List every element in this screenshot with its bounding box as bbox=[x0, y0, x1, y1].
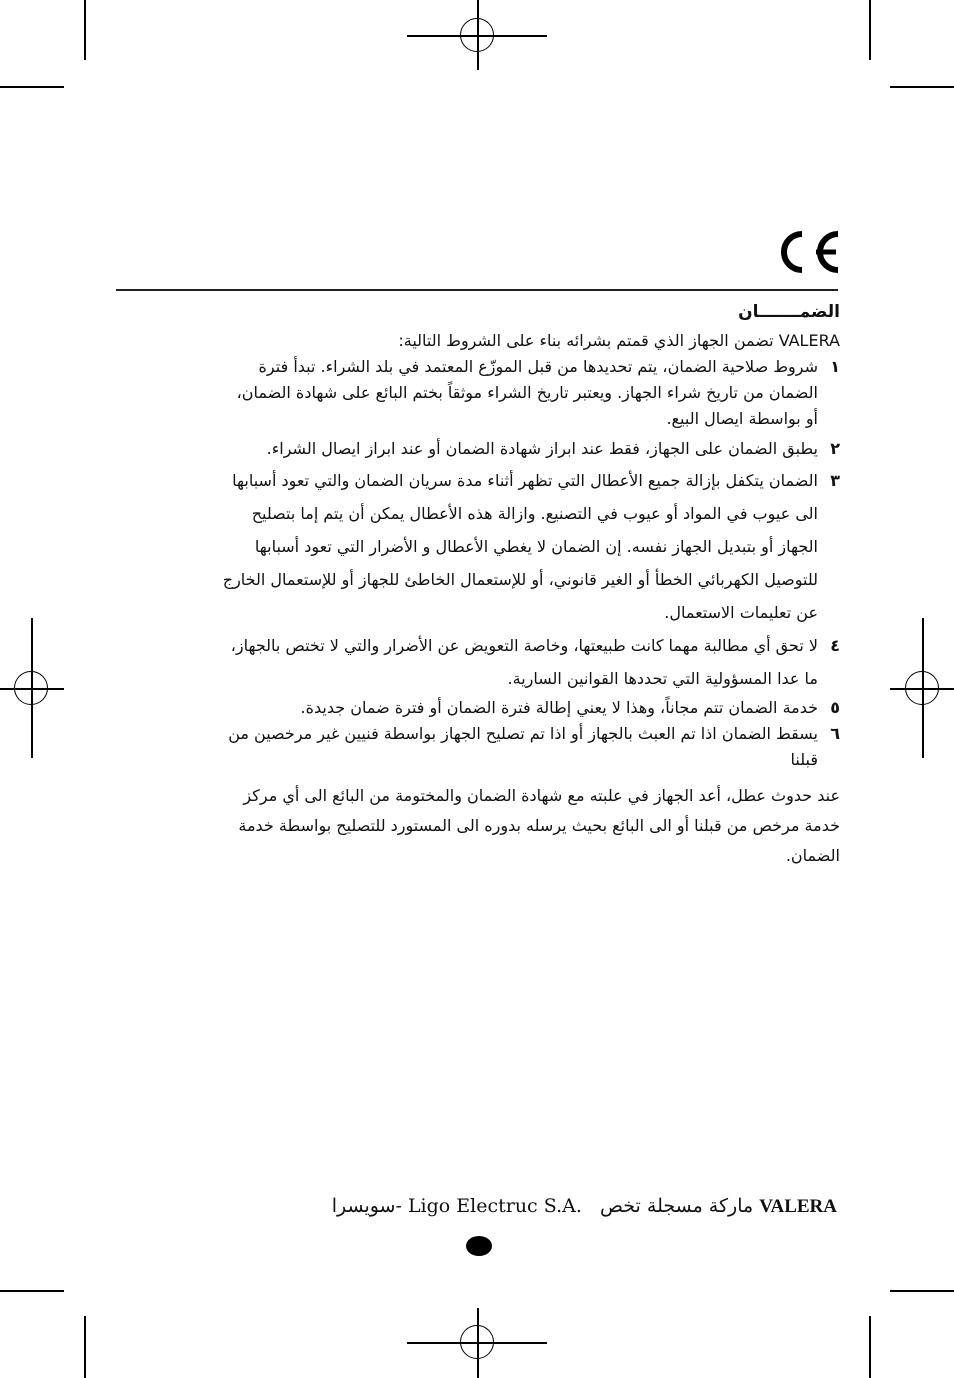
warranty-condition-item bbox=[222, 695, 840, 721]
item-number: ٥ bbox=[830, 698, 840, 717]
item-number: ٢ bbox=[830, 439, 840, 458]
trademark-footer bbox=[331, 1195, 837, 1218]
intro-text: VALERA تضمن الجهاز الذي قمتم بشرائه بناء على الشروط التالية: bbox=[398, 331, 840, 350]
crop-mark bbox=[84, 0, 86, 60]
registration-target-icon bbox=[460, 18, 494, 52]
item-number: ٤ bbox=[830, 636, 840, 655]
item-text: يسقط الضمان اذا تم العبث بالجهاز أو اذا تم تصليح الجهاز بواسطة فنيين غير مرخصين من قبلنا bbox=[228, 724, 818, 769]
item-text: خدمة الضمان تتم مجاناً، وهذا لا يعني إطالة فترة الضمان أو فترة ضمان جديدة. bbox=[300, 698, 818, 717]
item-text: يطبق الضمان على الجهاز، فقط عند ابراز شهادة الضمان أو عند ابراز ايصال الشراء. bbox=[266, 439, 818, 458]
company-name: Ligo Electruc S.A. bbox=[407, 1195, 582, 1217]
page-number-marker bbox=[466, 1236, 492, 1256]
crop-mark bbox=[890, 1290, 954, 1292]
crop-mark bbox=[0, 86, 64, 88]
company-country: -سويسرا bbox=[331, 1195, 402, 1217]
warranty-condition-item bbox=[222, 629, 840, 695]
registration-target-icon bbox=[14, 671, 48, 705]
crop-mark bbox=[869, 1316, 871, 1378]
warranty-section bbox=[222, 302, 840, 871]
registration-target-icon bbox=[460, 1325, 494, 1359]
warranty-condition-item bbox=[222, 464, 840, 629]
warranty-condition-item bbox=[222, 354, 840, 432]
crop-mark bbox=[869, 0, 871, 60]
registration-target-icon bbox=[905, 671, 939, 705]
warranty-condition-item bbox=[222, 436, 840, 462]
ce-mark-icon bbox=[772, 228, 842, 276]
section-heading: الضمـــــــان bbox=[738, 302, 840, 322]
crop-mark bbox=[0, 1290, 64, 1292]
item-text: الضمان يتكفل بإزالة جميع الأعطال التي تظهر أثناء مدة سريان الضمان والتي تعود أسبابها الى عيوب في المواد أو عيوب في التصنيع. وازالة هذه الأعطال يمكن أن يتم إما بتصليح الجهاز أو بتبديل الجهاز نفسه. إن الضمان لا يغطي الأعطال و الأضرار التي تعود أسبابها للتوصيل الكهربائي الخطأ أو الغير قانوني، أو للإستعمال الخاطئ للجهاز أو للإستعمال الخارج عن تعليمات الاستعمال. bbox=[222, 471, 818, 622]
trademark-text: ماركة مسجلة تخص bbox=[600, 1195, 754, 1217]
item-number: ٦ bbox=[830, 724, 840, 743]
warranty-condition-item bbox=[222, 721, 840, 773]
closing-paragraph: عند حدوث عطل، أعد الجهاز في علبته مع شهادة الضمان والمختومة من البائع الى أي مركز خدمة مرخص من قبلنا أو الى البائع بحيث يرسله بدوره الى المستورد للتصليح بواسطة خدمة الضمان. bbox=[238, 786, 840, 865]
crop-mark bbox=[890, 86, 954, 88]
brand-name: VALERA bbox=[759, 1196, 837, 1217]
item-text: شروط صلاحية الضمان، يتم تحديدها من قبل الموزّع المعتمد في بلد الشراء. تبدأ فترة الضمان من تاريخ شراء الجهاز. ويعتبر تاريخ الشراء موثقاً بختم البائع على شهادة الضمان، أو بواسطة ايصال البيع. bbox=[236, 357, 818, 428]
header-divider bbox=[116, 289, 838, 291]
crop-mark bbox=[84, 1316, 86, 1378]
item-number: ٣ bbox=[830, 471, 840, 490]
item-text: لا تحق أي مطالبة مهما كانت طبيعتها، وخاصة التعويض عن الأضرار والتي لا تختص بالجهاز، ما عدا المسؤولية التي تحددها القوانين السارية. bbox=[230, 636, 818, 688]
item-number: ١ bbox=[830, 357, 840, 376]
